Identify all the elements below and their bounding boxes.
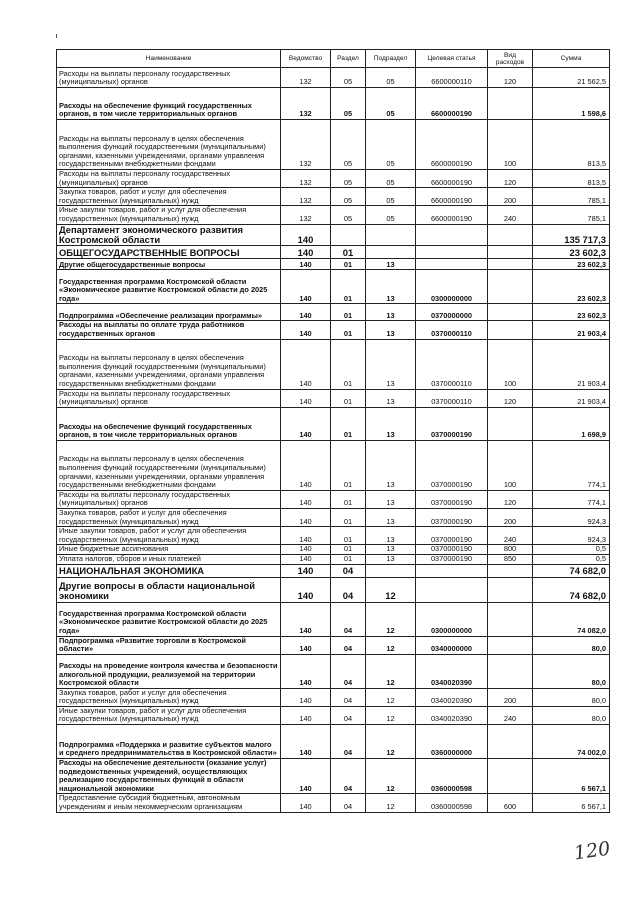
row-department: 140	[281, 688, 331, 706]
table-row	[57, 654, 610, 688]
table-row	[57, 602, 610, 636]
table-row	[57, 577, 610, 602]
row-section: 01	[331, 527, 366, 545]
row-target-article: 0370000110	[416, 389, 488, 407]
row-department: 140	[281, 304, 331, 321]
row-target-article: 0340020390	[416, 654, 488, 688]
row-target-article	[416, 259, 488, 270]
row-expense-type: 120	[488, 389, 533, 407]
row-amount: 74 682,0	[533, 577, 610, 602]
row-subsection: 13	[366, 554, 416, 564]
table-row	[57, 206, 610, 224]
row-name: Расходы на обеспечение функций государственных органов, в том числе территориальных органов	[57, 407, 281, 440]
row-target-article: 0370000190	[416, 490, 488, 508]
row-amount: 80,0	[533, 706, 610, 724]
row-target-article: 0360000000	[416, 725, 488, 759]
row-target-article: 6600000190	[416, 188, 488, 206]
row-section: 04	[331, 706, 366, 724]
table-row	[57, 636, 610, 654]
table-row	[57, 554, 610, 564]
row-expense-type: 100	[488, 339, 533, 389]
row-subsection: 05	[366, 188, 416, 206]
row-name: Предоставление субсидий бюджетным, автономным учреждениям и иным некоммерческим организациям	[57, 794, 281, 812]
row-subsection: 05	[366, 88, 416, 120]
page-edge-mark	[56, 34, 57, 38]
row-target-article: 6600000190	[416, 170, 488, 188]
row-amount: 74 002,0	[533, 725, 610, 759]
row-amount: 6 567,1	[533, 759, 610, 794]
row-section: 04	[331, 636, 366, 654]
row-department: 132	[281, 170, 331, 188]
row-amount: 0,5	[533, 545, 610, 555]
row-department: 140	[281, 224, 331, 246]
row-subsection: 05	[366, 68, 416, 88]
row-subsection: 13	[366, 508, 416, 526]
row-name: Расходы на выплаты персоналу государственных (муниципальных) органов	[57, 389, 281, 407]
row-expense-type	[488, 270, 533, 304]
table-header-row	[57, 50, 610, 68]
row-name: Закупка товаров, работ и услуг для обеспечения государственных (муниципальных) нужд	[57, 688, 281, 706]
header-name: Наименование	[57, 50, 281, 68]
table-row	[57, 564, 610, 577]
row-subsection: 05	[366, 170, 416, 188]
row-section: 01	[331, 304, 366, 321]
row-name: Расходы на выплаты персоналу государственных (муниципальных) органов	[57, 68, 281, 88]
row-name: Расходы на выплаты персоналу в целях обеспечения выполнения функций государственными (муниципальными) органами, казенными учреждениями, органами управления государственными внебюджетными фондами	[57, 120, 281, 170]
row-name: Расходы на обеспечение функций государственных органов, в том числе территориальных органов	[57, 88, 281, 120]
row-name: Расходы на проведение контроля качества и безопасности алкогольной продукции, реализуемой на территории Костромской области	[57, 654, 281, 688]
table-row	[57, 68, 610, 88]
row-department: 140	[281, 545, 331, 555]
row-department: 140	[281, 490, 331, 508]
row-amount: 774,1	[533, 440, 610, 490]
header-subsection: Подраздел	[366, 50, 416, 68]
row-name: Подпрограмма «Развитие торговли в Костромской области»	[57, 636, 281, 654]
row-expense-type: 100	[488, 440, 533, 490]
row-amount: 1 698,9	[533, 407, 610, 440]
row-expense-type	[488, 636, 533, 654]
row-subsection: 13	[366, 440, 416, 490]
row-department: 140	[281, 259, 331, 270]
row-name: Подпрограмма «Поддержка и развитие субъектов малого и среднего предпринимательства в Костромской области»	[57, 725, 281, 759]
row-section: 01	[331, 554, 366, 564]
row-department: 140	[281, 321, 331, 339]
row-amount: 80,0	[533, 688, 610, 706]
row-subsection: 13	[366, 527, 416, 545]
row-section: 04	[331, 654, 366, 688]
row-target-article: 0300000000	[416, 270, 488, 304]
row-department: 132	[281, 206, 331, 224]
row-department: 140	[281, 527, 331, 545]
table-row	[57, 259, 610, 270]
row-name: Иные закупки товаров, работ и услуг для обеспечения государственных (муниципальных) нужд	[57, 527, 281, 545]
row-target-article	[416, 577, 488, 602]
header-expense-type: Вид расходов	[488, 50, 533, 68]
row-expense-type	[488, 259, 533, 270]
row-section: 04	[331, 602, 366, 636]
row-section: 01	[331, 508, 366, 526]
row-amount: 924,3	[533, 527, 610, 545]
row-name: Подпрограмма «Обеспечение реализации программы»	[57, 304, 281, 321]
row-amount: 1 598,6	[533, 88, 610, 120]
budget-table	[56, 49, 610, 813]
row-expense-type	[488, 654, 533, 688]
row-expense-type	[488, 759, 533, 794]
row-target-article	[416, 246, 488, 259]
row-department: 140	[281, 706, 331, 724]
row-section: 01	[331, 321, 366, 339]
table-row	[57, 759, 610, 794]
row-department: 140	[281, 564, 331, 577]
row-department: 140	[281, 577, 331, 602]
row-expense-type: 200	[488, 688, 533, 706]
row-department: 140	[281, 654, 331, 688]
table-body	[57, 68, 610, 813]
table-row	[57, 188, 610, 206]
row-amount: 813,5	[533, 170, 610, 188]
row-expense-type	[488, 224, 533, 246]
row-expense-type: 800	[488, 545, 533, 555]
row-name: ОБЩЕГОСУДАРСТВЕННЫЕ ВОПРОСЫ	[57, 246, 281, 259]
row-subsection: 13	[366, 259, 416, 270]
row-amount: 0,5	[533, 554, 610, 564]
row-subsection: 13	[366, 490, 416, 508]
row-department: 140	[281, 407, 331, 440]
row-expense-type	[488, 602, 533, 636]
row-expense-type: 100	[488, 120, 533, 170]
row-expense-type: 240	[488, 206, 533, 224]
row-section: 04	[331, 564, 366, 577]
row-section: 04	[331, 759, 366, 794]
row-target-article: 0370000190	[416, 508, 488, 526]
row-expense-type: 200	[488, 188, 533, 206]
header-amount: Сумма	[533, 50, 610, 68]
row-name: Государственная программа Костромской области «Экономическое развитие Костромской области до 2025 года»	[57, 270, 281, 304]
row-amount: 21 903,4	[533, 339, 610, 389]
row-expense-type	[488, 577, 533, 602]
row-section: 05	[331, 68, 366, 88]
row-amount: 74 682,0	[533, 564, 610, 577]
row-department: 140	[281, 725, 331, 759]
row-amount: 924,3	[533, 508, 610, 526]
row-target-article: 0370000190	[416, 527, 488, 545]
row-subsection: 12	[366, 794, 416, 812]
row-name: Иные закупки товаров, работ и услуг для обеспечения государственных (муниципальных) нужд	[57, 206, 281, 224]
row-section: 04	[331, 725, 366, 759]
table-row	[57, 794, 610, 812]
row-amount: 21 903,4	[533, 389, 610, 407]
row-subsection: 13	[366, 545, 416, 555]
row-name: Расходы на выплаты по оплате труда работников государственных органов	[57, 321, 281, 339]
row-amount: 135 717,3	[533, 224, 610, 246]
row-expense-type	[488, 321, 533, 339]
row-amount: 80,0	[533, 636, 610, 654]
table-row	[57, 527, 610, 545]
row-target-article: 0340020390	[416, 706, 488, 724]
row-target-article	[416, 224, 488, 246]
row-expense-type	[488, 564, 533, 577]
row-target-article: 0370000190	[416, 440, 488, 490]
table-row	[57, 88, 610, 120]
row-target-article: 0370000190	[416, 554, 488, 564]
table-row	[57, 545, 610, 555]
row-section: 01	[331, 389, 366, 407]
row-name: Другие общегосударственные вопросы	[57, 259, 281, 270]
row-section: 05	[331, 206, 366, 224]
row-amount: 23 602,3	[533, 270, 610, 304]
row-target-article: 0370000000	[416, 304, 488, 321]
row-target-article: 0370000190	[416, 545, 488, 555]
row-department: 140	[281, 794, 331, 812]
row-subsection: 12	[366, 602, 416, 636]
row-name: Департамент экономического развития Костромской области	[57, 224, 281, 246]
row-section: 01	[331, 339, 366, 389]
row-department: 132	[281, 120, 331, 170]
table-row	[57, 389, 610, 407]
row-expense-type	[488, 725, 533, 759]
table-row	[57, 224, 610, 246]
row-amount: 785,1	[533, 188, 610, 206]
row-section: 01	[331, 270, 366, 304]
row-subsection: 05	[366, 120, 416, 170]
table-row	[57, 407, 610, 440]
row-subsection: 13	[366, 270, 416, 304]
table-row	[57, 688, 610, 706]
row-subsection: 13	[366, 339, 416, 389]
row-expense-type: 850	[488, 554, 533, 564]
header-section: Раздел	[331, 50, 366, 68]
row-section: 05	[331, 170, 366, 188]
row-expense-type	[488, 407, 533, 440]
row-target-article: 0300000000	[416, 602, 488, 636]
row-amount: 21 562,5	[533, 68, 610, 88]
row-department: 140	[281, 636, 331, 654]
row-section: 05	[331, 188, 366, 206]
table-row	[57, 304, 610, 321]
row-expense-type: 240	[488, 706, 533, 724]
row-subsection: 12	[366, 577, 416, 602]
table-row	[57, 440, 610, 490]
row-department: 132	[281, 68, 331, 88]
row-section: 01	[331, 545, 366, 555]
row-subsection: 12	[366, 688, 416, 706]
row-department: 140	[281, 389, 331, 407]
row-section: 01	[331, 259, 366, 270]
table-row	[57, 706, 610, 724]
row-department: 140	[281, 508, 331, 526]
row-subsection: 12	[366, 636, 416, 654]
row-department: 140	[281, 759, 331, 794]
row-amount: 74 082,0	[533, 602, 610, 636]
row-name: Расходы на выплаты персоналу в целях обеспечения выполнения функций государственными (муниципальными) органами, казенными учреждениями, органами управления государственными внебюджетными фондами	[57, 339, 281, 389]
row-name: Иные бюджетные ассигнования	[57, 545, 281, 555]
row-target-article: 6600000190	[416, 206, 488, 224]
row-section: 04	[331, 577, 366, 602]
handwritten-page-number: 120	[572, 837, 612, 865]
row-subsection: 13	[366, 407, 416, 440]
row-name: Расходы на выплаты персоналу государственных (муниципальных) органов	[57, 490, 281, 508]
row-subsection: 12	[366, 706, 416, 724]
row-name: Расходы на выплаты персоналу в целях обеспечения выполнения функций государственными (муниципальными) органами, казенными учреждениями, органами управления государственными внебюджетными фондами	[57, 440, 281, 490]
row-target-article: 0340020390	[416, 688, 488, 706]
row-subsection	[366, 224, 416, 246]
row-name: Другие вопросы в области национальной экономики	[57, 577, 281, 602]
row-amount: 774,1	[533, 490, 610, 508]
row-amount: 23 602,3	[533, 246, 610, 259]
row-target-article: 0360000598	[416, 794, 488, 812]
header-department: Ведомство	[281, 50, 331, 68]
row-subsection: 12	[366, 725, 416, 759]
row-target-article: 0370000110	[416, 321, 488, 339]
row-amount: 21 903,4	[533, 321, 610, 339]
row-department: 132	[281, 88, 331, 120]
row-subsection: 13	[366, 321, 416, 339]
table-row	[57, 508, 610, 526]
row-expense-type: 120	[488, 490, 533, 508]
table-row	[57, 339, 610, 389]
row-expense-type	[488, 304, 533, 321]
row-section: 05	[331, 120, 366, 170]
row-section: 01	[331, 246, 366, 259]
row-subsection: 12	[366, 654, 416, 688]
row-target-article: 6600000190	[416, 120, 488, 170]
row-expense-type: 120	[488, 170, 533, 188]
row-expense-type: 200	[488, 508, 533, 526]
table-row	[57, 246, 610, 259]
row-subsection: 13	[366, 304, 416, 321]
row-amount: 785,1	[533, 206, 610, 224]
table-row	[57, 321, 610, 339]
row-expense-type	[488, 88, 533, 120]
table-row	[57, 120, 610, 170]
row-name: Государственная программа Костромской области «Экономическое развитие Костромской области до 2025 года»	[57, 602, 281, 636]
row-expense-type: 600	[488, 794, 533, 812]
row-subsection	[366, 246, 416, 259]
row-name: Уплата налогов, сборов и иных платежей	[57, 554, 281, 564]
row-target-article: 6600000110	[416, 68, 488, 88]
row-name: НАЦИОНАЛЬНАЯ ЭКОНОМИКА	[57, 564, 281, 577]
row-target-article	[416, 564, 488, 577]
table-row	[57, 725, 610, 759]
table-row	[57, 490, 610, 508]
row-amount: 23 602,3	[533, 259, 610, 270]
row-name: Расходы на обеспечение деятельности (оказание услуг) подведомственных учреждений, осуществляющих реализацию государственных функций в области национальной экономики	[57, 759, 281, 794]
row-name: Закупка товаров, работ и услуг для обеспечения государственных (муниципальных) нужд	[57, 508, 281, 526]
row-expense-type	[488, 246, 533, 259]
row-department: 140	[281, 246, 331, 259]
row-department: 140	[281, 554, 331, 564]
row-expense-type: 120	[488, 68, 533, 88]
row-target-article: 0360000598	[416, 759, 488, 794]
row-amount: 23 602,3	[533, 304, 610, 321]
row-department: 140	[281, 602, 331, 636]
row-expense-type: 240	[488, 527, 533, 545]
row-section: 01	[331, 407, 366, 440]
row-amount: 813,5	[533, 120, 610, 170]
row-amount: 80,0	[533, 654, 610, 688]
row-target-article: 0340000000	[416, 636, 488, 654]
row-section: 05	[331, 88, 366, 120]
row-name: Иные закупки товаров, работ и услуг для обеспечения государственных (муниципальных) нужд	[57, 706, 281, 724]
row-subsection: 12	[366, 759, 416, 794]
row-department: 140	[281, 440, 331, 490]
row-department: 140	[281, 339, 331, 389]
header-target-article: Целевая статья	[416, 50, 488, 68]
table-row	[57, 170, 610, 188]
row-subsection	[366, 564, 416, 577]
row-target-article: 0370000110	[416, 339, 488, 389]
row-subsection: 05	[366, 206, 416, 224]
row-amount: 6 567,1	[533, 794, 610, 812]
row-section: 04	[331, 794, 366, 812]
row-subsection: 13	[366, 389, 416, 407]
row-target-article: 0370000190	[416, 407, 488, 440]
row-section: 01	[331, 440, 366, 490]
row-name: Закупка товаров, работ и услуг для обеспечения государственных (муниципальных) нужд	[57, 188, 281, 206]
row-department: 132	[281, 188, 331, 206]
row-section: 04	[331, 688, 366, 706]
row-section: 01	[331, 490, 366, 508]
row-department: 140	[281, 270, 331, 304]
row-target-article: 6600000190	[416, 88, 488, 120]
row-name: Расходы на выплаты персоналу государственных (муниципальных) органов	[57, 170, 281, 188]
table-row	[57, 270, 610, 304]
row-section	[331, 224, 366, 246]
